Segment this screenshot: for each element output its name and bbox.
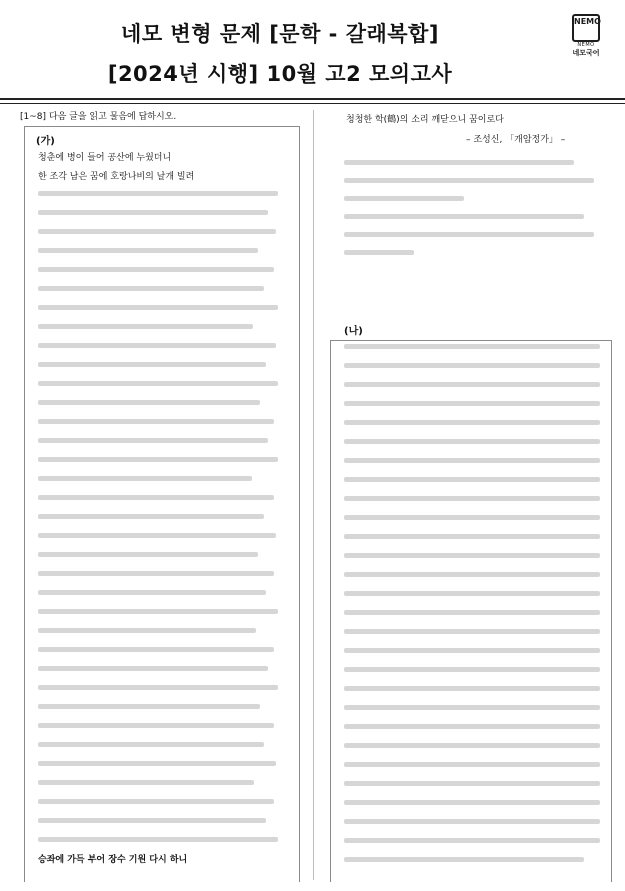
unreadable-text-line xyxy=(38,647,274,652)
unreadable-text-line xyxy=(38,837,278,842)
unreadable-text-line xyxy=(38,362,266,367)
unreadable-text-line xyxy=(344,667,600,672)
unreadable-text-line xyxy=(38,799,274,804)
unreadable-text-line xyxy=(38,305,278,310)
unreadable-text-line xyxy=(344,724,600,729)
unreadable-text-line xyxy=(38,419,274,424)
unreadable-text-line xyxy=(344,401,600,406)
unreadable-text-line xyxy=(344,838,600,843)
unreadable-text-line xyxy=(344,705,600,710)
logo-subtitle: NEMO xyxy=(577,42,595,48)
unreadable-text-line xyxy=(344,629,600,634)
unreadable-footnote-line xyxy=(344,178,594,183)
unreadable-text-line xyxy=(344,458,600,463)
passage-ga-continuation-line: 청청한 학(鶴)의 소리 깨닫으니 꿈이로다 xyxy=(346,115,504,125)
unreadable-text-line xyxy=(38,742,264,747)
unreadable-footnote-line xyxy=(344,232,594,237)
unreadable-text-line xyxy=(344,819,600,824)
unreadable-text-line xyxy=(38,818,266,823)
header-rule-thick xyxy=(0,98,625,100)
unreadable-text-line xyxy=(344,515,600,520)
unreadable-text-line xyxy=(344,857,584,862)
unreadable-text-line xyxy=(344,572,600,577)
unreadable-text-line xyxy=(38,590,266,595)
unreadable-text-line xyxy=(38,533,276,538)
unreadable-text-line xyxy=(38,609,278,614)
unreadable-text-line xyxy=(38,324,253,329)
unreadable-text-line xyxy=(38,761,276,766)
unreadable-text-line xyxy=(344,800,600,805)
unreadable-text-line xyxy=(344,382,600,387)
unreadable-text-line xyxy=(344,439,600,444)
unreadable-footnote-line xyxy=(344,250,414,255)
header-rule-thin xyxy=(0,103,625,104)
unreadable-text-line xyxy=(344,781,600,786)
unreadable-text-line xyxy=(38,229,276,234)
unreadable-text-line xyxy=(344,553,600,558)
unreadable-text-line xyxy=(38,704,260,709)
unreadable-text-line xyxy=(344,686,600,691)
page-title-line1: 네모 변형 문제 [문학 - 갈래복합] xyxy=(121,22,439,46)
unreadable-footnote-line xyxy=(344,214,584,219)
passage-ga-line: 승좌에 가득 부어 장수 기원 다시 하니 xyxy=(38,855,188,865)
unreadable-text-line xyxy=(38,400,260,405)
column-divider xyxy=(313,110,314,880)
nemo-logo xyxy=(566,14,606,58)
unreadable-text-line xyxy=(344,648,600,653)
unreadable-footnote-line xyxy=(344,196,464,201)
passage-ga-attribution: – 조성신, 「개암정가」 – xyxy=(466,135,566,145)
nemo-logo-icon: NEMO xyxy=(572,14,600,42)
unreadable-text-line xyxy=(38,286,264,291)
unreadable-text-line xyxy=(38,628,256,633)
unreadable-text-line xyxy=(344,591,600,596)
unreadable-text-line xyxy=(38,780,254,785)
unreadable-text-line xyxy=(38,495,274,500)
unreadable-text-line xyxy=(344,762,600,767)
unreadable-text-line xyxy=(38,457,278,462)
unreadable-text-line xyxy=(38,210,268,215)
unreadable-text-line xyxy=(344,610,600,615)
unreadable-text-line xyxy=(38,514,264,519)
passage-ga-line: 청춘에 병이 들어 공산에 누웠더니 xyxy=(38,153,172,163)
passage-ga-line: 한 조각 남은 꿈에 호랑나비의 날개 빌려 xyxy=(38,172,195,182)
unreadable-text-line xyxy=(38,685,278,690)
unreadable-text-line xyxy=(38,381,278,386)
unreadable-text-line xyxy=(38,248,258,253)
unreadable-text-line xyxy=(344,743,600,748)
passage-ga-box xyxy=(24,126,300,882)
unreadable-text-line xyxy=(38,267,274,272)
passage-na-label: (나) xyxy=(344,326,363,337)
unreadable-text-line xyxy=(38,666,268,671)
unreadable-footnote-line xyxy=(344,160,574,165)
unreadable-text-line xyxy=(344,344,600,349)
unreadable-text-line xyxy=(344,496,600,501)
unreadable-text-line xyxy=(344,363,600,368)
unreadable-text-line xyxy=(344,420,600,425)
unreadable-text-line xyxy=(38,571,274,576)
unreadable-text-line xyxy=(38,191,278,196)
unreadable-text-line xyxy=(344,477,600,482)
logo-name: 네모국어 xyxy=(572,49,600,57)
page-title-line2: [2024년 시행] 10월 고2 모의고사 xyxy=(107,62,453,86)
unreadable-text-line xyxy=(38,343,276,348)
unreadable-text-line xyxy=(38,723,274,728)
question-instruction: [1~8] 다음 글을 읽고 물음에 답하시오. xyxy=(20,112,177,122)
unreadable-text-line xyxy=(344,534,600,539)
unreadable-text-line xyxy=(38,476,252,481)
passage-ga-label: (가) xyxy=(36,136,55,147)
unreadable-text-line xyxy=(38,552,258,557)
unreadable-text-line xyxy=(38,438,268,443)
